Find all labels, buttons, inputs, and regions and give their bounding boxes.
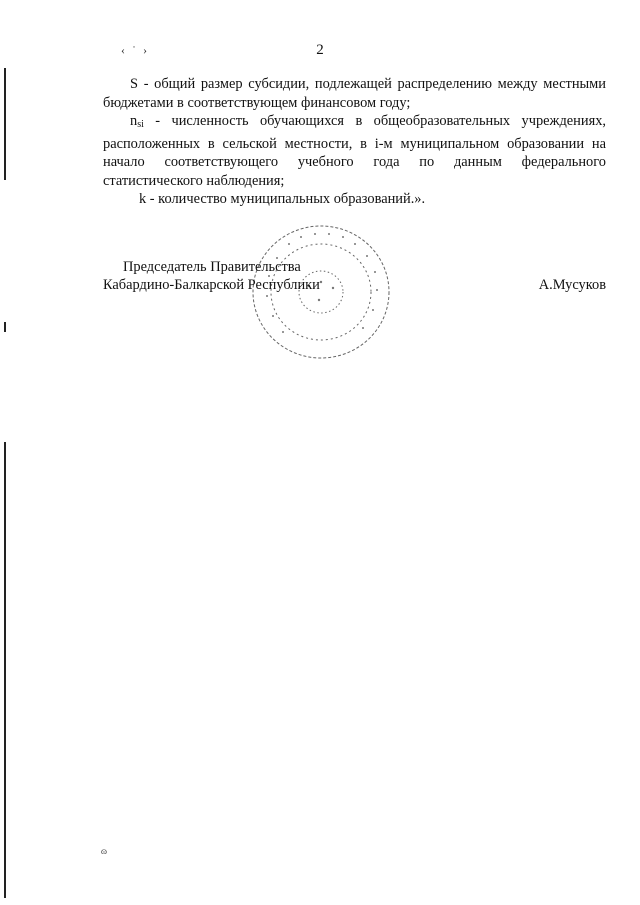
- paragraph-k-definition: k - количество муниципальных образований.».: [139, 191, 426, 207]
- n-subscript: si: [137, 119, 144, 130]
- scan-margin-line-bottom: [4, 442, 6, 898]
- page-number: 2: [316, 42, 324, 58]
- document-body: [103, 75, 606, 209]
- signatory-organization: Кабардино-Балкарской Республики: [103, 277, 320, 293]
- scan-margin-tick: [4, 322, 6, 332]
- paragraph-s-definition: S - общий размер субсидии, подлежащей распределению между местными бюджетами в соответствующем финансовом году;: [103, 76, 606, 111]
- n-symbol: n: [130, 113, 138, 129]
- signatory-position: Председатель Правительства: [123, 259, 301, 275]
- paragraph-n-definition: [103, 112, 606, 190]
- footer-scan-mark: ɷ: [101, 846, 107, 856]
- scan-margin-line-top: [4, 68, 6, 180]
- scan-corner-mark: ‹ ˙ ›: [121, 43, 149, 57]
- n-definition-text: - численность обучающихся в общеобразовательных учреждениях, расположенных в сельской местности, в i-м муниципальном образовании на начало соответствующего учебного года по данным федерального статистического наблюдения;: [103, 113, 606, 189]
- signatory-name: А.Мусуков: [538, 277, 606, 293]
